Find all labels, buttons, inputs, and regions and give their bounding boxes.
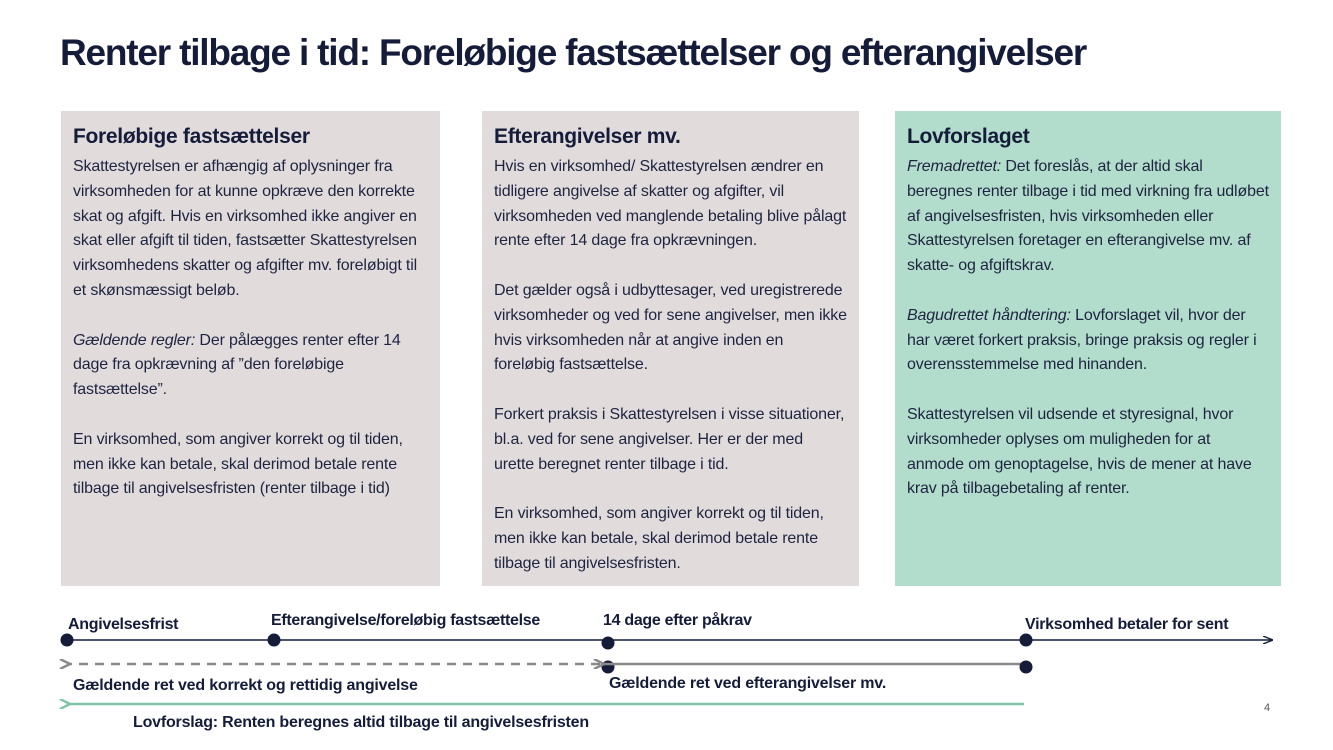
- arrow-label-lovforslag: Lovforslag: Renten beregnes altid tilbage til angivelsesfristen: [133, 714, 589, 731]
- arrow-label-efterangivelser: Gældende ret ved efterangivelser mv.: [609, 675, 887, 692]
- timeline-label-efterangivelse: Efterangivelse/foreløbig fastsættelse: [271, 612, 540, 629]
- box-paragraph: Fremadrettet: Det foreslås, at der altid skal beregnes renter tilbage i tid med virkning fra udløbet af angivelsesfristen, hvis virksomheden eller Skattestyrelsen foretager en efterangivelse mv. af skatte- og afgiftskrav.: [907, 158, 1269, 275]
- page-number: 4: [1264, 702, 1271, 714]
- timeline-dot-14-dage: [602, 637, 615, 650]
- arrow-label-korrekt-angivelse: Gældende ret ved korrekt og rettidig angivelse: [73, 677, 418, 694]
- timeline-dot-efterangivelse: [268, 634, 281, 647]
- timeline-dot-betaler-for-sent: [1020, 634, 1033, 647]
- box-heading: Foreløbige fastsættelser: [73, 125, 310, 148]
- arrow-start-dot: [602, 661, 615, 674]
- timeline-dot-angivelsesfrist: [61, 634, 74, 647]
- box-heading: Lovforslaget: [907, 125, 1030, 148]
- arrow-start-dot: [1020, 661, 1033, 674]
- box-paragraph: En virksomhed, som angiver korrekt og til tiden, men ikke kan betale, skal derimod betale rente tilbage til angivelsesfristen.: [494, 505, 824, 572]
- box-paragraph: Det gælder også i udbyttesager, ved uregistrerede virksomheder og ved for sene angivelser, men ikke hvis virksomheden når at angive inden en foreløbig fastsættelse.: [494, 281, 847, 374]
- box-paragraph: En virksomhed, som angiver korrekt og til tiden, men ikke kan betale, skal derimod betale rente tilbage til angivelsesfristen (renter tilbage i tid): [73, 430, 403, 498]
- box-paragraph: Gældende regler: Der pålægges renter efter 14 dage fra opkrævning af ”den foreløbige fastsættelse”.: [73, 331, 401, 399]
- box-paragraph: Bagudrettet håndtering: Lovforslaget vil, hvor der har været forkert praksis, bringe praksis og regler i overensstemmelse med hinanden.: [907, 306, 1257, 374]
- timeline-label-14-dage: 14 dage efter påkrav: [603, 612, 752, 629]
- timeline-label-betaler-for-sent: Virksomhed betaler for sent: [1025, 616, 1229, 633]
- page-title: Renter tilbage i tid: Foreløbige fastsættelser og efterangivelser: [60, 32, 1087, 73]
- box-paragraph: Skattestyrelsen vil udsende et styresignal, hvor virksomheder oplyses om muligheden for at anmode om genoptagelse, hvis de mener at have krav på tilbagebetaling af renter.: [907, 405, 1252, 498]
- box-paragraph: Forkert praksis i Skattestyrelsen i visse situationer, bl.a. ved for sene angivelser. Her er der med urette beregnet renter tilbage i tid.: [494, 405, 845, 473]
- box-heading: Efterangivelser mv.: [494, 125, 681, 148]
- timeline-label-angivelsesfrist: Angivelsesfrist: [68, 616, 179, 633]
- box-paragraph: Skattestyrelsen er afhængig af oplysninger fra virksomheden for at kunne opkræve den korrekte skat og afgift. Hvis en virksomhed ikke angiver en skat eller afgift til tiden, fastsætter Skattestyrelsen virksomhedens skatter og afgifter mv. foreløbigt til et skønsmæssigt beløb.: [73, 158, 418, 299]
- box-paragraph: Hvis en virksomhed/ Skattestyrelsen ændrer en tidligere angivelse af skatter og afgifter, vil virksomheden ved manglende betaling blive pålagt rente efter 14 dage fra opkrævningen.: [494, 158, 847, 250]
